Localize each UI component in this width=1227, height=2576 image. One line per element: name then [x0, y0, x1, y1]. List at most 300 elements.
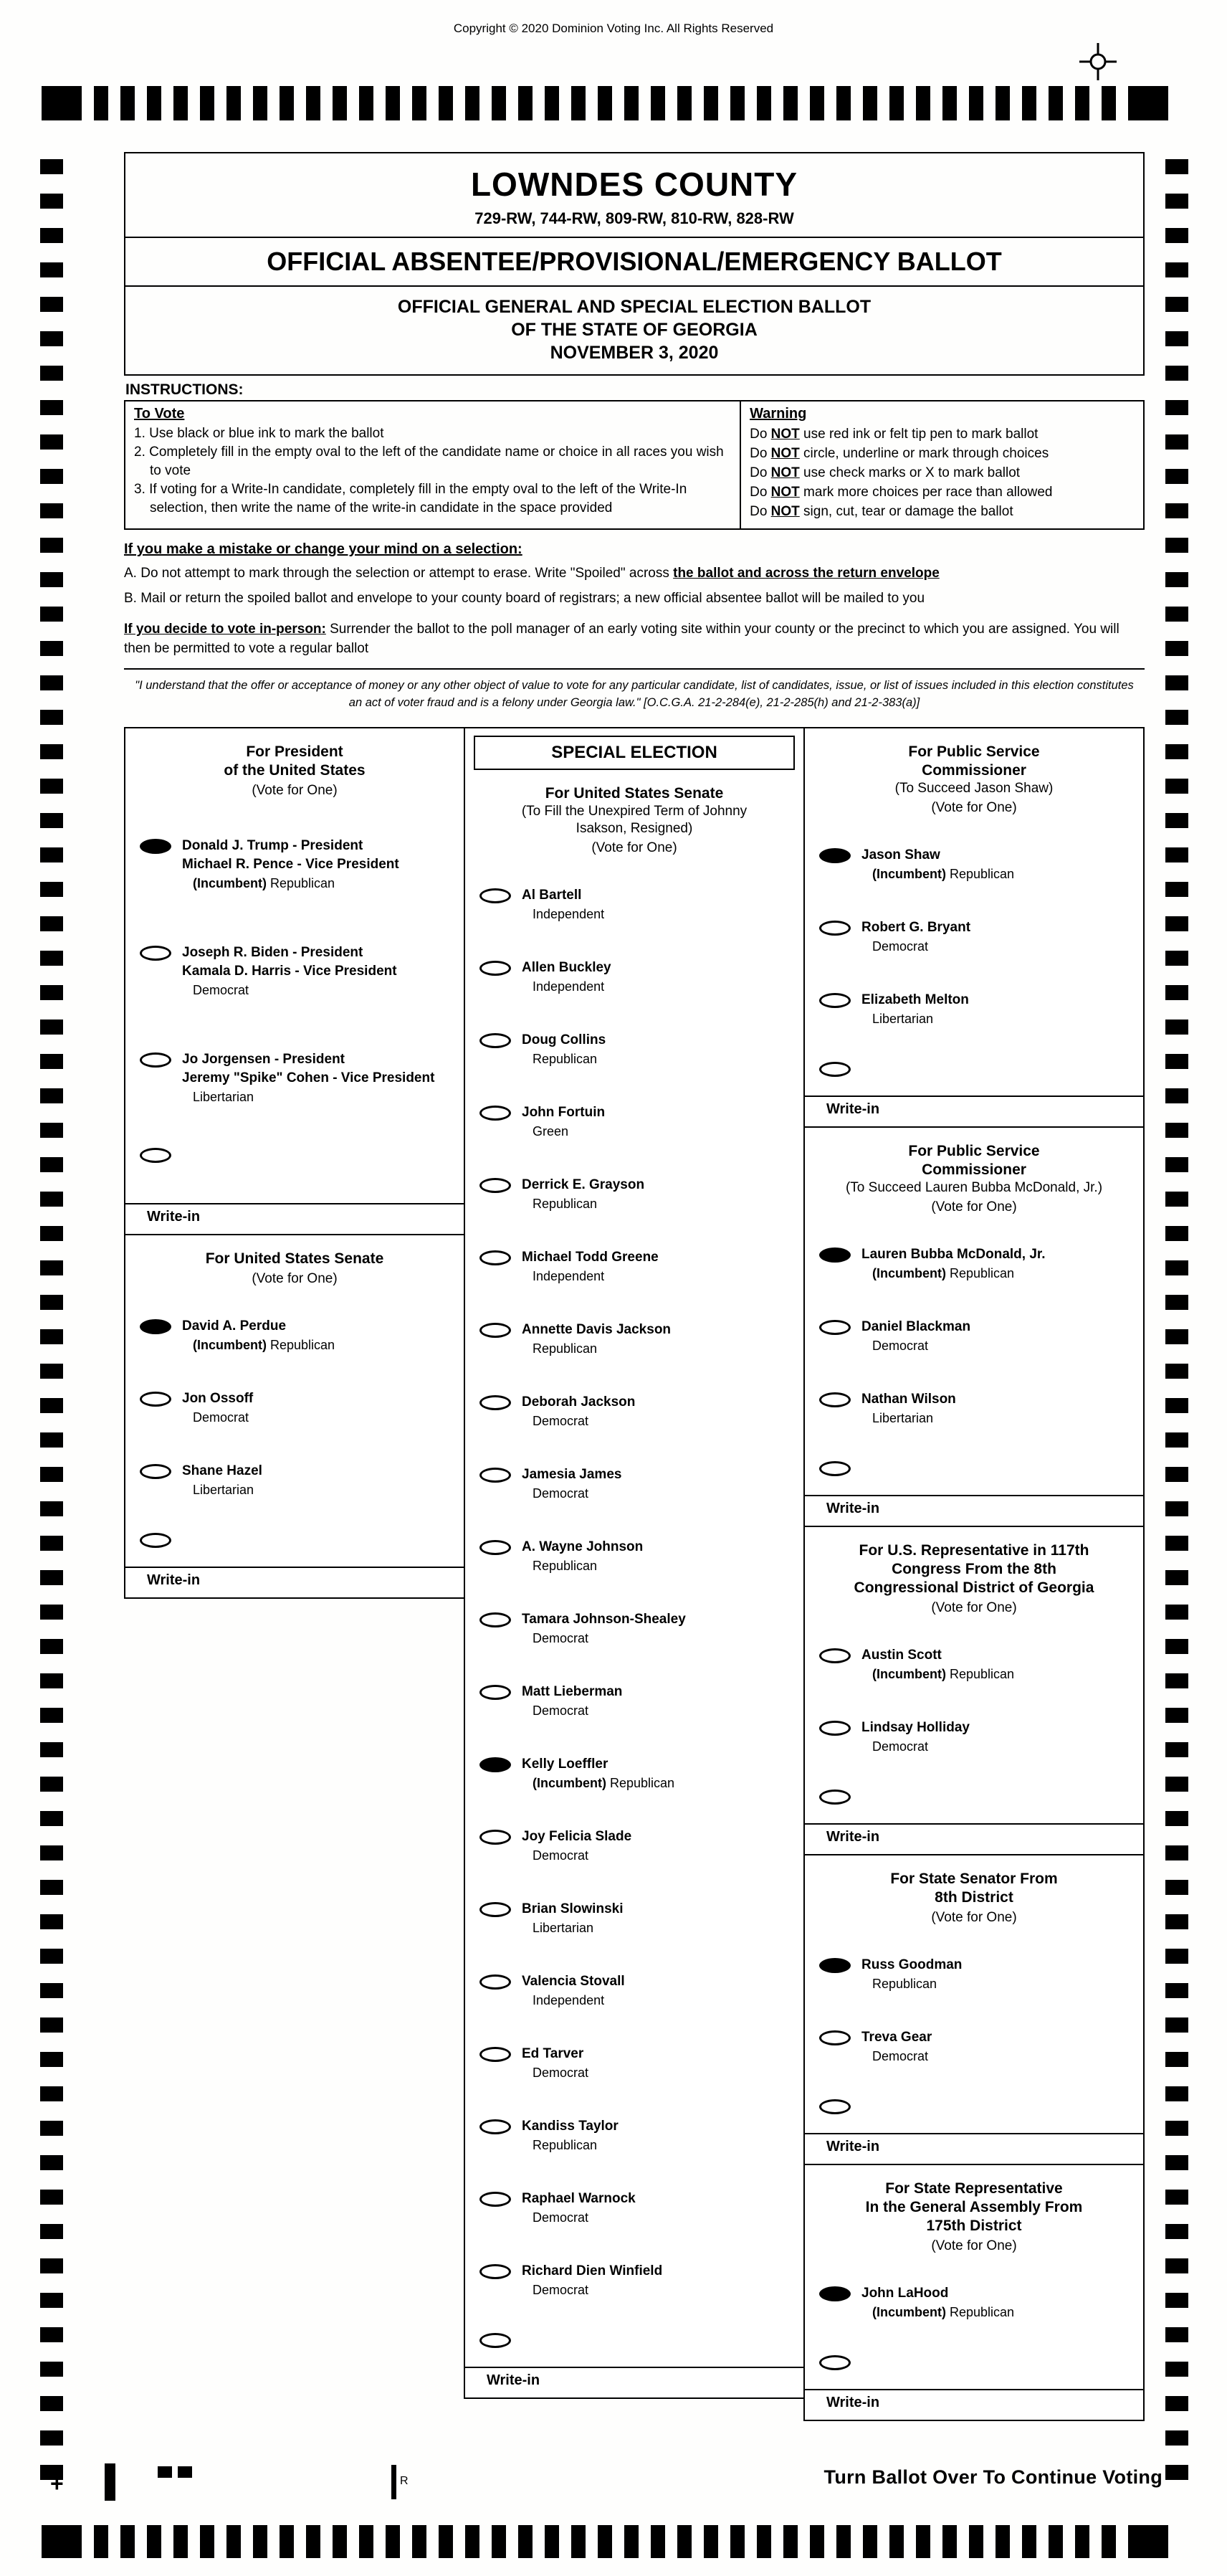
oval-empty[interactable]	[140, 1464, 171, 1479]
write-in-space[interactable]	[125, 1131, 464, 1204]
candidate-party: Democrat	[533, 2066, 589, 2080]
timing-square	[40, 2052, 63, 2067]
oval-empty[interactable]	[140, 1533, 171, 1548]
write-in-label: Write-in	[826, 2395, 880, 2410]
contest-box	[803, 1526, 1145, 1855]
contest-subtitle: Isakson, Resigned)	[576, 821, 693, 836]
candidate-option[interactable]	[125, 811, 464, 918]
timing-square	[40, 779, 63, 794]
candidate-name: Joy Felicia Slade	[522, 1829, 632, 1844]
candidate-option[interactable]	[125, 1299, 464, 1372]
oval-empty[interactable]	[479, 888, 511, 903]
timing-square	[40, 538, 63, 553]
to-vote-list	[134, 424, 731, 518]
timing-square	[1165, 1501, 1188, 1516]
timing-bar	[280, 2525, 294, 2558]
oval-empty[interactable]	[479, 1974, 511, 1990]
timing-bar	[333, 2525, 347, 2558]
timing-square	[1165, 2327, 1188, 2342]
candidate-option[interactable]	[805, 1227, 1143, 1300]
timing-square	[1165, 1467, 1188, 1482]
timing-bar	[253, 86, 267, 120]
oval-empty[interactable]	[819, 993, 851, 1008]
timing-bar	[624, 86, 639, 120]
oval-filled[interactable]	[819, 2286, 851, 2301]
oval-empty[interactable]	[479, 2333, 511, 2348]
oval-empty[interactable]	[479, 2192, 511, 2207]
candidate-party: Democrat	[533, 1414, 589, 1428]
oval-empty[interactable]	[819, 1648, 851, 1663]
candidate-name: Ed Tarver	[522, 2046, 584, 2061]
timing-square	[1165, 1914, 1188, 1929]
timing-square	[1165, 572, 1188, 587]
mistake-title: If you make a mistake or change your mind on a selection:	[124, 541, 522, 557]
candidate-option[interactable]	[465, 868, 803, 941]
oval-filled[interactable]	[140, 1319, 171, 1334]
contest-header	[465, 770, 803, 868]
oval-empty[interactable]	[479, 1178, 511, 1193]
timing-square	[40, 1777, 63, 1792]
oval-empty[interactable]	[479, 1468, 511, 1483]
timing-square	[40, 1570, 63, 1585]
timing-square	[40, 1123, 63, 1138]
candidate-option[interactable]	[465, 1303, 803, 1375]
candidate-text	[522, 1248, 659, 1285]
candidate-option[interactable]	[465, 2244, 803, 2316]
contest-header	[805, 1527, 1143, 1628]
timing-square	[1165, 2430, 1188, 2446]
oval-empty[interactable]	[819, 2355, 851, 2370]
candidate-party: Republican	[872, 1977, 937, 1991]
candidate-option[interactable]	[465, 1737, 803, 1810]
timing-marks-right	[1165, 159, 1188, 2499]
timing-square	[40, 2396, 63, 2411]
candidate-option[interactable]	[805, 1628, 1143, 1701]
candidate-party: Democrat	[193, 983, 249, 997]
candidate-option[interactable]	[125, 918, 464, 1025]
write-in-space[interactable]	[465, 2316, 803, 2368]
oval-empty[interactable]	[819, 1721, 851, 1736]
timing-bar	[1075, 86, 1089, 120]
county-name: LOWNDES COUNTY	[470, 166, 798, 203]
timing-square	[1165, 1536, 1188, 1551]
timing-bar	[916, 86, 930, 120]
alignment-square-mark	[178, 2466, 192, 2478]
timing-square	[40, 2327, 63, 2342]
in-person-instructions	[124, 619, 1145, 658]
timing-square	[1165, 2293, 1188, 2308]
candidate-text	[861, 1956, 962, 1992]
timing-square	[40, 228, 63, 243]
timing-square	[1165, 1123, 1188, 1138]
timing-square	[40, 262, 63, 277]
timing-square	[40, 2258, 63, 2273]
timing-bar	[465, 86, 479, 120]
timing-bar	[757, 2525, 771, 2558]
timing-bar	[889, 86, 904, 120]
timing-square	[1165, 1708, 1188, 1723]
candidate-text	[182, 1050, 434, 1106]
candidate-option[interactable]	[805, 828, 1143, 900]
oval-empty[interactable]	[819, 1461, 851, 1476]
to-vote-box	[125, 401, 741, 528]
write-in-space[interactable]	[805, 2083, 1143, 2134]
to-vote-title: To Vote	[134, 406, 185, 422]
candidate-name: Daniel Blackman	[861, 1319, 971, 1334]
timing-square	[1165, 1983, 1188, 1998]
timing-bar	[439, 86, 453, 120]
oval-empty[interactable]	[819, 2099, 851, 2114]
timing-square	[40, 1432, 63, 1448]
write-in-label: Write-in	[147, 1209, 201, 1225]
timing-square	[1165, 1811, 1188, 1826]
timing-square	[1165, 1605, 1188, 1620]
write-in-section	[125, 1131, 464, 1234]
candidate-option[interactable]	[465, 1448, 803, 1520]
timing-square	[1165, 331, 1188, 346]
timing-square	[40, 951, 63, 966]
candidate-option[interactable]	[465, 2027, 803, 2099]
candidate-text	[861, 1719, 970, 1755]
oval-empty[interactable]	[479, 1540, 511, 1555]
candidate-name: Jon Ossoff	[182, 1391, 254, 1406]
candidate-party: Independent	[533, 979, 605, 994]
write-in-space[interactable]	[805, 1445, 1143, 1496]
timing-square	[1165, 1054, 1188, 1069]
candidate-name: Doug Collins	[522, 1032, 606, 1047]
timing-bar	[386, 86, 400, 120]
candidate-option[interactable]	[805, 1372, 1143, 1445]
timing-bar	[942, 2525, 957, 2558]
candidate-name: Austin Scott	[861, 1648, 942, 1663]
timing-bar	[94, 86, 108, 120]
timing-square	[40, 434, 63, 450]
candidate-party: Democrat	[533, 1486, 589, 1501]
candidate-text	[522, 1972, 625, 2009]
candidate-name: Lauren Bubba McDonald, Jr.	[861, 1247, 1046, 1262]
timing-square	[1165, 1020, 1188, 1035]
write-in-space[interactable]	[805, 2339, 1143, 2390]
timing-square	[40, 1260, 63, 1275]
candidate-option[interactable]	[125, 1025, 464, 1131]
timing-square	[1165, 985, 1188, 1000]
timing-square	[1165, 951, 1188, 966]
timing-marks-bottom	[42, 2525, 1170, 2558]
oval-empty[interactable]	[819, 1392, 851, 1407]
timing-bar	[492, 2525, 506, 2558]
candidate-option[interactable]	[465, 1013, 803, 1085]
timing-square	[40, 1845, 63, 1860]
oval-empty[interactable]	[479, 1106, 511, 1121]
write-in-section	[125, 1516, 464, 1597]
timing-square	[40, 366, 63, 381]
timing-square	[40, 744, 63, 759]
candidate-option[interactable]	[465, 1375, 803, 1448]
oval-empty[interactable]	[479, 2047, 511, 2062]
candidate-name: Raphael Warnock	[522, 2191, 636, 2206]
candidate-text	[182, 1389, 253, 1426]
candidate-option[interactable]	[465, 1520, 803, 1592]
candidate-option[interactable]	[805, 1300, 1143, 1372]
timing-square	[40, 400, 63, 415]
candidate-name: Robert G. Bryant	[861, 920, 971, 935]
timing-marks-left	[40, 159, 63, 2499]
timing-bar	[518, 2525, 533, 2558]
candidate-text	[522, 1755, 674, 1792]
candidate-name: Al Bartell	[522, 888, 582, 903]
candidate-name: John Fortuin	[522, 1105, 606, 1120]
write-in-section	[465, 2316, 803, 2397]
timing-bar	[306, 86, 320, 120]
copyright-notice: Copyright © 2020 Dominion Voting Inc. All Rights Reserved	[453, 22, 774, 35]
candidate-text	[861, 1390, 956, 1427]
timing-bar	[200, 86, 214, 120]
timing-bar	[412, 2525, 426, 2558]
timing-square	[1165, 1364, 1188, 1379]
candidate-option[interactable]	[465, 1592, 803, 1665]
candidate-party: Independent	[533, 1269, 605, 1283]
candidate-option[interactable]	[805, 2266, 1143, 2339]
candidate-option[interactable]	[465, 1230, 803, 1303]
contest-subtitle: (To Succeed Jason Shaw)	[894, 781, 1054, 796]
candidate-party: Libertarian	[193, 1090, 254, 1104]
timing-bar	[704, 2525, 718, 2558]
oval-empty[interactable]	[479, 1902, 511, 1917]
oval-empty[interactable]	[479, 1612, 511, 1627]
timing-bar	[783, 86, 798, 120]
candidate-option[interactable]	[805, 1701, 1143, 1773]
contest-box	[803, 1854, 1145, 2165]
timing-square	[1165, 228, 1188, 243]
oval-filled[interactable]	[819, 848, 851, 863]
timing-square	[40, 1226, 63, 1241]
candidate-text	[522, 1393, 635, 1430]
write-in-label: Write-in	[826, 1101, 880, 1117]
oval-empty[interactable]	[819, 2030, 851, 2045]
write-in-space[interactable]	[805, 1045, 1143, 1097]
oval-empty[interactable]	[819, 1790, 851, 1805]
candidate-name: John LaHood	[861, 2286, 949, 2301]
timing-square	[1165, 607, 1188, 622]
election-date: NOVEMBER 3, 2020	[550, 343, 719, 363]
timing-block	[1128, 2525, 1168, 2558]
timing-square	[1165, 469, 1188, 484]
candidate-option[interactable]	[805, 1938, 1143, 2010]
timing-square	[1165, 1329, 1188, 1344]
candidate-text	[861, 991, 969, 1027]
timing-block	[42, 86, 82, 120]
oval-empty[interactable]	[819, 1320, 851, 1335]
oval-empty[interactable]	[479, 1395, 511, 1410]
ballot-column-1	[124, 727, 465, 1599]
write-in-space[interactable]	[125, 1516, 464, 1568]
warning-item: Do NOT sign, cut, tear or damage the ballot	[750, 504, 1013, 519]
candidate-option[interactable]	[465, 1085, 803, 1158]
candidate-party: (Incumbent) Republican	[872, 867, 1015, 881]
timing-square	[40, 675, 63, 690]
timing-square	[40, 607, 63, 622]
candidate-option[interactable]	[465, 1954, 803, 2027]
timing-square	[1165, 1639, 1188, 1654]
candidate-option[interactable]	[125, 1372, 464, 1444]
registration-crosshair-icon	[1079, 43, 1117, 80]
candidate-option[interactable]	[465, 2172, 803, 2244]
alignment-square-mark	[158, 2466, 172, 2478]
timing-square	[1165, 1742, 1188, 1757]
candidate-party: (Incumbent) Republican	[533, 1776, 675, 1790]
timing-square	[40, 710, 63, 725]
timing-square	[1165, 813, 1188, 828]
contest-header	[125, 728, 464, 811]
oval-empty[interactable]	[140, 1392, 171, 1407]
timing-square	[40, 1295, 63, 1310]
contest-title: Commissioner	[922, 762, 1026, 779]
oval-empty[interactable]	[479, 2119, 511, 2134]
oval-filled[interactable]	[819, 1247, 851, 1263]
oval-filled[interactable]	[479, 1757, 511, 1772]
candidate-name: Russ Goodman	[861, 1957, 963, 1972]
oval-empty[interactable]	[479, 1323, 511, 1338]
timing-square	[40, 2224, 63, 2239]
vote-for-instruction: (Vote for One)	[591, 840, 677, 855]
candidate-name: Derrick E. Grayson	[522, 1177, 645, 1192]
incumbent-label: (Incumbent)	[533, 1776, 610, 1790]
timing-square	[40, 194, 63, 209]
election-title-line1: OFFICIAL GENERAL AND SPECIAL ELECTION BALLOT	[397, 297, 872, 317]
candidate-name: Kelly Loeffler	[522, 1757, 608, 1772]
timing-bar	[173, 86, 188, 120]
candidate-option[interactable]	[465, 941, 803, 1013]
candidate-party: Libertarian	[533, 1921, 594, 1935]
timing-square	[40, 1708, 63, 1723]
oval-empty[interactable]	[479, 2264, 511, 2279]
timing-bar	[942, 86, 957, 120]
oval-empty[interactable]	[479, 961, 511, 976]
contest-columns	[124, 727, 1145, 2421]
contest-subtitle: (To Succeed Lauren Bubba McDonald, Jr.)	[845, 1180, 1103, 1195]
candidate-party: Republican	[533, 1559, 598, 1573]
timing-square	[40, 2362, 63, 2377]
candidate-option[interactable]	[125, 1444, 464, 1516]
candidate-party: Green	[533, 1124, 569, 1139]
timing-bar	[916, 2525, 930, 2558]
candidate-name: Jamesia James	[522, 1467, 622, 1482]
not-emphasis: NOT	[770, 485, 800, 500]
candidate-party: Democrat	[533, 1631, 589, 1645]
timing-square	[1165, 641, 1188, 656]
alignment-bar-mark	[105, 2463, 115, 2501]
candidate-text	[522, 2045, 588, 2081]
oval-empty[interactable]	[479, 1830, 511, 1845]
candidate-text	[522, 1103, 605, 1140]
timing-bar	[996, 86, 1010, 120]
candidate-option[interactable]	[805, 900, 1143, 973]
timing-bar	[704, 86, 718, 120]
timing-square	[1165, 1845, 1188, 1860]
candidate-party: Libertarian	[872, 1411, 934, 1425]
oval-filled[interactable]	[819, 1958, 851, 1973]
timing-square	[1165, 1880, 1188, 1895]
candidate-party: Democrat	[533, 1848, 589, 1863]
candidate-option[interactable]	[465, 1810, 803, 1882]
candidate-text	[522, 2262, 662, 2299]
oval-empty[interactable]	[479, 1033, 511, 1048]
contest-title: For United States Senate	[545, 785, 724, 802]
timing-square	[1165, 779, 1188, 794]
mistake-a-emphasis: the ballot and across the return envelope	[673, 566, 940, 581]
oval-filled[interactable]	[140, 839, 171, 854]
timing-square	[1165, 159, 1188, 174]
candidate-text	[522, 1610, 686, 1647]
timing-square	[40, 1673, 63, 1688]
candidate-text	[522, 2117, 619, 2154]
timing-bar	[545, 86, 559, 120]
timing-square	[1165, 434, 1188, 450]
timing-bar	[863, 2525, 877, 2558]
timing-bar	[810, 2525, 824, 2558]
timing-bar	[147, 86, 161, 120]
warning-box	[741, 401, 1143, 528]
timing-square	[1165, 1260, 1188, 1275]
oval-empty[interactable]	[140, 946, 171, 961]
candidate-name: Jo Jorgensen - President	[182, 1052, 345, 1067]
candidate-party: (Incumbent) Republican	[872, 1667, 1015, 1681]
timing-square	[40, 2293, 63, 2308]
candidate-name: Deborah Jackson	[522, 1394, 636, 1410]
oval-empty[interactable]	[140, 1148, 171, 1163]
contest-title: 175th District	[926, 2218, 1022, 2234]
plus-alignment-mark: +	[50, 2471, 64, 2496]
contest-header	[805, 2165, 1143, 2266]
oval-empty[interactable]	[819, 921, 851, 936]
candidate-option[interactable]	[465, 2099, 803, 2172]
oval-empty[interactable]	[479, 1250, 511, 1265]
incumbent-label: (Incumbent)	[193, 1338, 270, 1352]
timing-bar	[969, 86, 983, 120]
timing-square	[40, 1088, 63, 1103]
instructions-label: INSTRUCTIONS:	[125, 381, 244, 398]
timing-bar	[1049, 2525, 1063, 2558]
candidate-text	[522, 886, 604, 923]
vote-for-instruction: (Vote for One)	[931, 800, 1017, 815]
timing-bar	[836, 86, 851, 120]
candidate-name: A. Wayne Johnson	[522, 1539, 644, 1554]
write-in-space[interactable]	[805, 1773, 1143, 1825]
oval-empty[interactable]	[819, 1062, 851, 1077]
candidate-option[interactable]	[465, 1158, 803, 1230]
vote-for-instruction: (Vote for One)	[252, 783, 338, 798]
election-title-block	[125, 287, 1143, 374]
timing-square	[40, 2017, 63, 2033]
contest-title: In the General Assembly From	[865, 2199, 1083, 2215]
timing-square	[40, 1914, 63, 1929]
timing-bar	[253, 2525, 267, 2558]
timing-bar	[492, 86, 506, 120]
candidate-party: Democrat	[533, 1703, 589, 1718]
vote-for-instruction: (Vote for One)	[931, 1910, 1017, 1925]
warning-item: Do NOT mark more choices per race than allowed	[750, 485, 1053, 500]
oval-empty[interactable]	[479, 1685, 511, 1700]
candidate-party: Democrat	[872, 2049, 929, 2063]
candidate-option[interactable]	[465, 1882, 803, 1954]
oval-empty[interactable]	[140, 1052, 171, 1068]
candidate-option[interactable]	[805, 2010, 1143, 2083]
candidate-option[interactable]	[805, 973, 1143, 1045]
not-emphasis: NOT	[770, 446, 800, 461]
timing-square	[1165, 675, 1188, 690]
contest-box	[124, 727, 465, 1235]
candidate-option[interactable]	[465, 1665, 803, 1737]
